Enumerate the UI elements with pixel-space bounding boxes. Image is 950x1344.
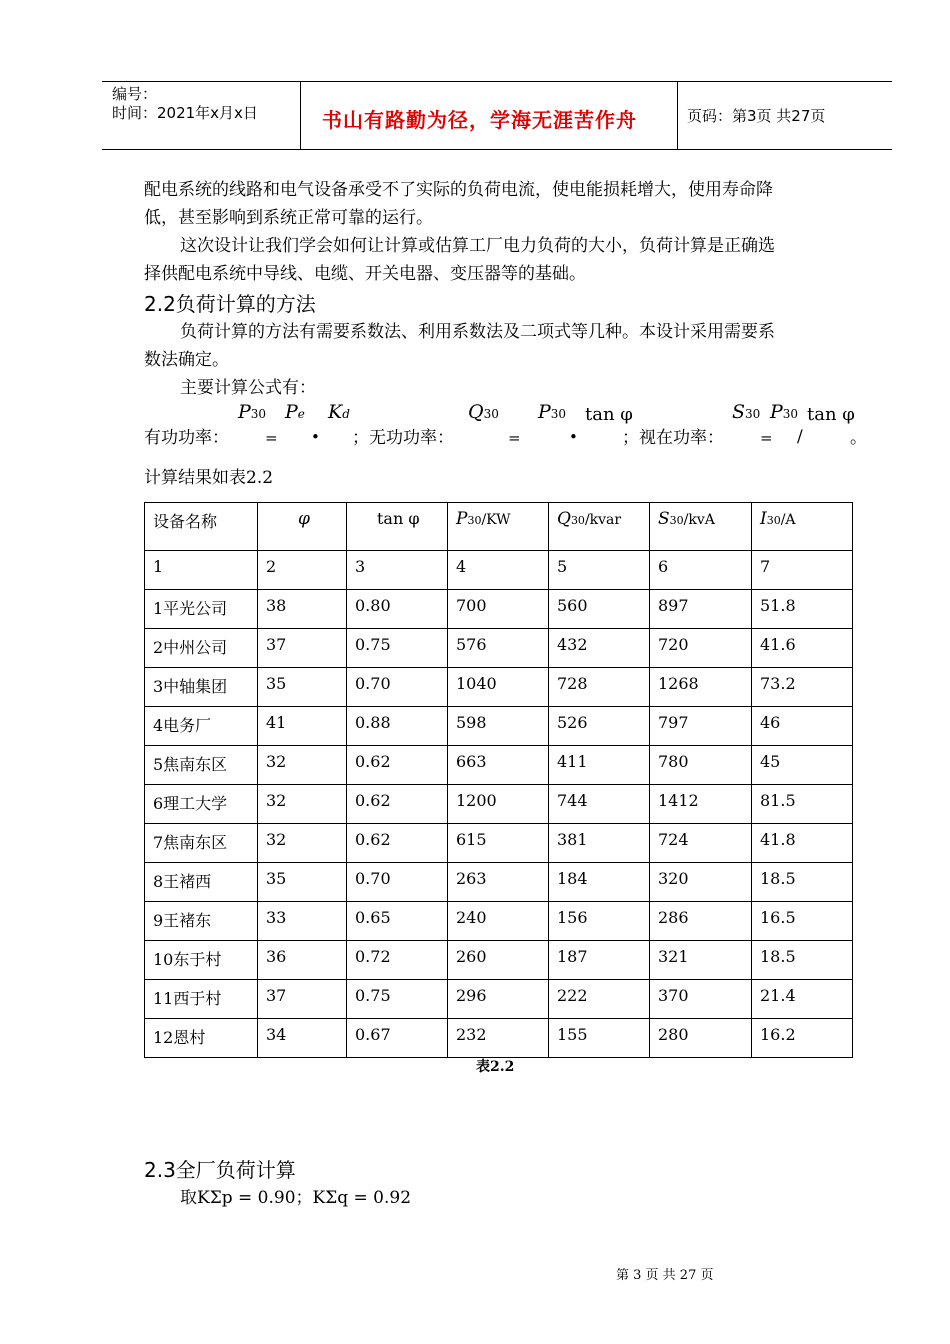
table-cell: 81.5 bbox=[752, 785, 853, 824]
table-cell: 4 bbox=[448, 551, 549, 590]
table-row bbox=[145, 551, 853, 590]
section-2-3-line: 取KΣp = 0.90；KΣq = 0.92 bbox=[180, 1188, 412, 1208]
table-header-row bbox=[145, 503, 853, 551]
table-cell: 320 bbox=[650, 863, 752, 902]
table-cell: 0.67 bbox=[347, 1019, 448, 1058]
table-cell: 4电务厂 bbox=[145, 707, 258, 746]
paragraph-2-line-2: 择供配电系统中导线、电缆、开关电器、变压器等的基础。 bbox=[144, 264, 586, 284]
formula-apparent-label: ；视在功率： bbox=[622, 428, 724, 448]
table-cell: 232 bbox=[448, 1019, 549, 1058]
formula-reactive-label: ；无功功率： bbox=[352, 428, 454, 448]
table-cell: 36 bbox=[258, 941, 347, 980]
table-cell: 18.5 bbox=[752, 941, 853, 980]
table-cell: 1268 bbox=[650, 668, 752, 707]
header-top-rule bbox=[102, 81, 892, 82]
table-cell: 7 bbox=[752, 551, 853, 590]
formula-apparent-tan: tan φ bbox=[807, 404, 855, 425]
table-cell: 222 bbox=[549, 980, 650, 1019]
table-cell: 1200 bbox=[448, 785, 549, 824]
formula-apparent-lhs: S30 bbox=[732, 401, 761, 423]
table-cell: 0.62 bbox=[347, 824, 448, 863]
table-row bbox=[145, 941, 853, 980]
table-cell: 8王褚西 bbox=[145, 863, 258, 902]
page-footer: 第 3 页 共 27 页 bbox=[616, 1268, 714, 1283]
table-cell: 0.70 bbox=[347, 863, 448, 902]
table-cell: 16.5 bbox=[752, 902, 853, 941]
section-2-3-title: 2.3全厂负荷计算 bbox=[144, 1158, 296, 1182]
table-cell: 780 bbox=[650, 746, 752, 785]
table-cell: 184 bbox=[549, 863, 650, 902]
table-cell: 51.8 bbox=[752, 590, 853, 629]
table-cell: 3中轴集团 bbox=[145, 668, 258, 707]
table-cell: 46 bbox=[752, 707, 853, 746]
table-cell: 5 bbox=[549, 551, 650, 590]
table-cell: 34 bbox=[258, 1019, 347, 1058]
paragraph-3-line-1: 负荷计算的方法有需要系数法、利用系数法及二项式等几种。本设计采用需要系 bbox=[180, 322, 775, 342]
table-row bbox=[145, 863, 853, 902]
table-cell: 663 bbox=[448, 746, 549, 785]
formula-apparent-slash: / bbox=[797, 427, 803, 447]
table-cell: 576 bbox=[448, 629, 549, 668]
table-cell: 32 bbox=[258, 824, 347, 863]
table-cell: 2 bbox=[258, 551, 347, 590]
load-calculation-table bbox=[144, 502, 853, 1058]
table-cell: 615 bbox=[448, 824, 549, 863]
table-cell: 720 bbox=[650, 629, 752, 668]
table-cell: 41.6 bbox=[752, 629, 853, 668]
formula-active-pe: Pe bbox=[285, 401, 305, 423]
paragraph-1-line-1: 配电系统的线路和电气设备承受不了实际的负荷电流，使电能损耗增大，使用寿命降 bbox=[144, 180, 773, 200]
table-cell: 598 bbox=[448, 707, 549, 746]
table-cell: 155 bbox=[549, 1019, 650, 1058]
formula-apparent-p30: P30 bbox=[770, 401, 799, 423]
table-caption: 表2.2 bbox=[476, 1059, 515, 1075]
header-i30: I30/A bbox=[752, 503, 853, 551]
header-divider-left bbox=[300, 81, 301, 149]
table-cell: 0.75 bbox=[347, 629, 448, 668]
table-cell: 38 bbox=[258, 590, 347, 629]
table-cell: 41.8 bbox=[752, 824, 853, 863]
formula-reactive-tan: tan φ bbox=[585, 404, 633, 425]
table-cell: 21.4 bbox=[752, 980, 853, 1019]
section-2-2-title: 2.2负荷计算的方法 bbox=[144, 292, 316, 316]
table-cell: 35 bbox=[258, 863, 347, 902]
table-cell: 35 bbox=[258, 668, 347, 707]
table-cell: 41 bbox=[258, 707, 347, 746]
table-cell: 286 bbox=[650, 902, 752, 941]
formula-active-dot: • bbox=[311, 428, 320, 446]
table-cell: 32 bbox=[258, 785, 347, 824]
table-cell: 897 bbox=[650, 590, 752, 629]
table-cell: 187 bbox=[549, 941, 650, 980]
paragraph-4: 主要计算公式有： bbox=[180, 378, 316, 398]
table-cell: 32 bbox=[258, 746, 347, 785]
table-cell: 411 bbox=[549, 746, 650, 785]
header-phi: φ bbox=[258, 503, 347, 551]
formula-apparent-equals: = bbox=[760, 429, 773, 447]
paragraph-3-line-2: 数法确定。 bbox=[144, 350, 229, 370]
table-cell: 2中州公司 bbox=[145, 629, 258, 668]
formula-reactive-p30: P30 bbox=[538, 401, 567, 423]
table-cell: 0.70 bbox=[347, 668, 448, 707]
table-cell: 0.75 bbox=[347, 980, 448, 1019]
header-motto: 书山有路勤为径，学海无涯苦作舟 bbox=[322, 108, 637, 132]
table-cell: 263 bbox=[448, 863, 549, 902]
table-cell: 296 bbox=[448, 980, 549, 1019]
table-cell: 0.88 bbox=[347, 707, 448, 746]
table-cell: 432 bbox=[549, 629, 650, 668]
table-cell: 1040 bbox=[448, 668, 549, 707]
table-row bbox=[145, 824, 853, 863]
table-intro: 计算结果如表2.2 bbox=[144, 468, 274, 488]
table-row bbox=[145, 668, 853, 707]
header-bottom-rule bbox=[102, 149, 892, 150]
table-row bbox=[145, 785, 853, 824]
table-cell: 5焦南东区 bbox=[145, 746, 258, 785]
table-row bbox=[145, 590, 853, 629]
table-cell: 18.5 bbox=[752, 863, 853, 902]
table-cell: 0.80 bbox=[347, 590, 448, 629]
table-cell: 9王褚东 bbox=[145, 902, 258, 941]
header-tan-phi: tan φ bbox=[347, 503, 448, 551]
table-row bbox=[145, 707, 853, 746]
formula-active-kd: Kd bbox=[328, 401, 350, 423]
table-cell: 728 bbox=[549, 668, 650, 707]
header-equipment-name: 设备名称 bbox=[145, 503, 258, 551]
table-cell: 0.62 bbox=[347, 785, 448, 824]
table-cell: 280 bbox=[650, 1019, 752, 1058]
header-p30: P30/KW bbox=[448, 503, 549, 551]
table-cell: 6 bbox=[650, 551, 752, 590]
table-cell: 3 bbox=[347, 551, 448, 590]
header-s30: S30/kvA bbox=[650, 503, 752, 551]
table-cell: 10东于村 bbox=[145, 941, 258, 980]
header-q30: Q30/kvar bbox=[549, 503, 650, 551]
table-cell: 321 bbox=[650, 941, 752, 980]
formula-active-label: 有功功率： bbox=[144, 428, 229, 448]
table-body bbox=[145, 551, 853, 1058]
table-cell: 37 bbox=[258, 629, 347, 668]
formula-reactive-equals: = bbox=[508, 429, 521, 447]
header-number-label: 编号： bbox=[112, 85, 158, 103]
table-cell: 744 bbox=[549, 785, 650, 824]
table-cell: 45 bbox=[752, 746, 853, 785]
table-cell: 37 bbox=[258, 980, 347, 1019]
table-cell: 16.2 bbox=[752, 1019, 853, 1058]
table-cell: 11西于村 bbox=[145, 980, 258, 1019]
table-cell: 260 bbox=[448, 941, 549, 980]
table-cell: 0.62 bbox=[347, 746, 448, 785]
table-cell: 370 bbox=[650, 980, 752, 1019]
table-cell: 240 bbox=[448, 902, 549, 941]
table-row bbox=[145, 980, 853, 1019]
table-cell: 797 bbox=[650, 707, 752, 746]
table-cell: 0.72 bbox=[347, 941, 448, 980]
header-time-label: 时间：2021年x月x日 bbox=[112, 104, 258, 122]
table-cell: 1412 bbox=[650, 785, 752, 824]
table-cell: 0.65 bbox=[347, 902, 448, 941]
formula-active-equals: = bbox=[265, 429, 278, 447]
formula-active-lhs: P30 bbox=[238, 401, 267, 423]
table-cell: 700 bbox=[448, 590, 549, 629]
table-cell: 560 bbox=[549, 590, 650, 629]
formula-reactive-dot: • bbox=[569, 428, 578, 446]
table-cell: 156 bbox=[549, 902, 650, 941]
table-cell: 724 bbox=[650, 824, 752, 863]
table-cell: 73.2 bbox=[752, 668, 853, 707]
table-cell: 33 bbox=[258, 902, 347, 941]
table-row bbox=[145, 902, 853, 941]
table-cell: 1平光公司 bbox=[145, 590, 258, 629]
table-row bbox=[145, 1019, 853, 1058]
table-cell: 7焦南东区 bbox=[145, 824, 258, 863]
header-divider-right bbox=[677, 81, 678, 149]
formula-end-mark: 。 bbox=[850, 428, 867, 448]
paragraph-2-line-1: 这次设计让我们学会如何让计算或估算工厂电力负荷的大小，负荷计算是正确选 bbox=[180, 236, 775, 256]
formula-reactive-lhs: Q30 bbox=[468, 401, 499, 423]
table-cell: 6理工大学 bbox=[145, 785, 258, 824]
table-row bbox=[145, 629, 853, 668]
header-page-label: 页码：第3页 共27页 bbox=[687, 107, 826, 125]
paragraph-1-line-2: 低，甚至影响到系统正常可靠的运行。 bbox=[144, 208, 433, 228]
table-cell: 12恩村 bbox=[145, 1019, 258, 1058]
table-cell: 526 bbox=[549, 707, 650, 746]
table-row bbox=[145, 746, 853, 785]
table-cell: 381 bbox=[549, 824, 650, 863]
table-cell: 1 bbox=[145, 551, 258, 590]
